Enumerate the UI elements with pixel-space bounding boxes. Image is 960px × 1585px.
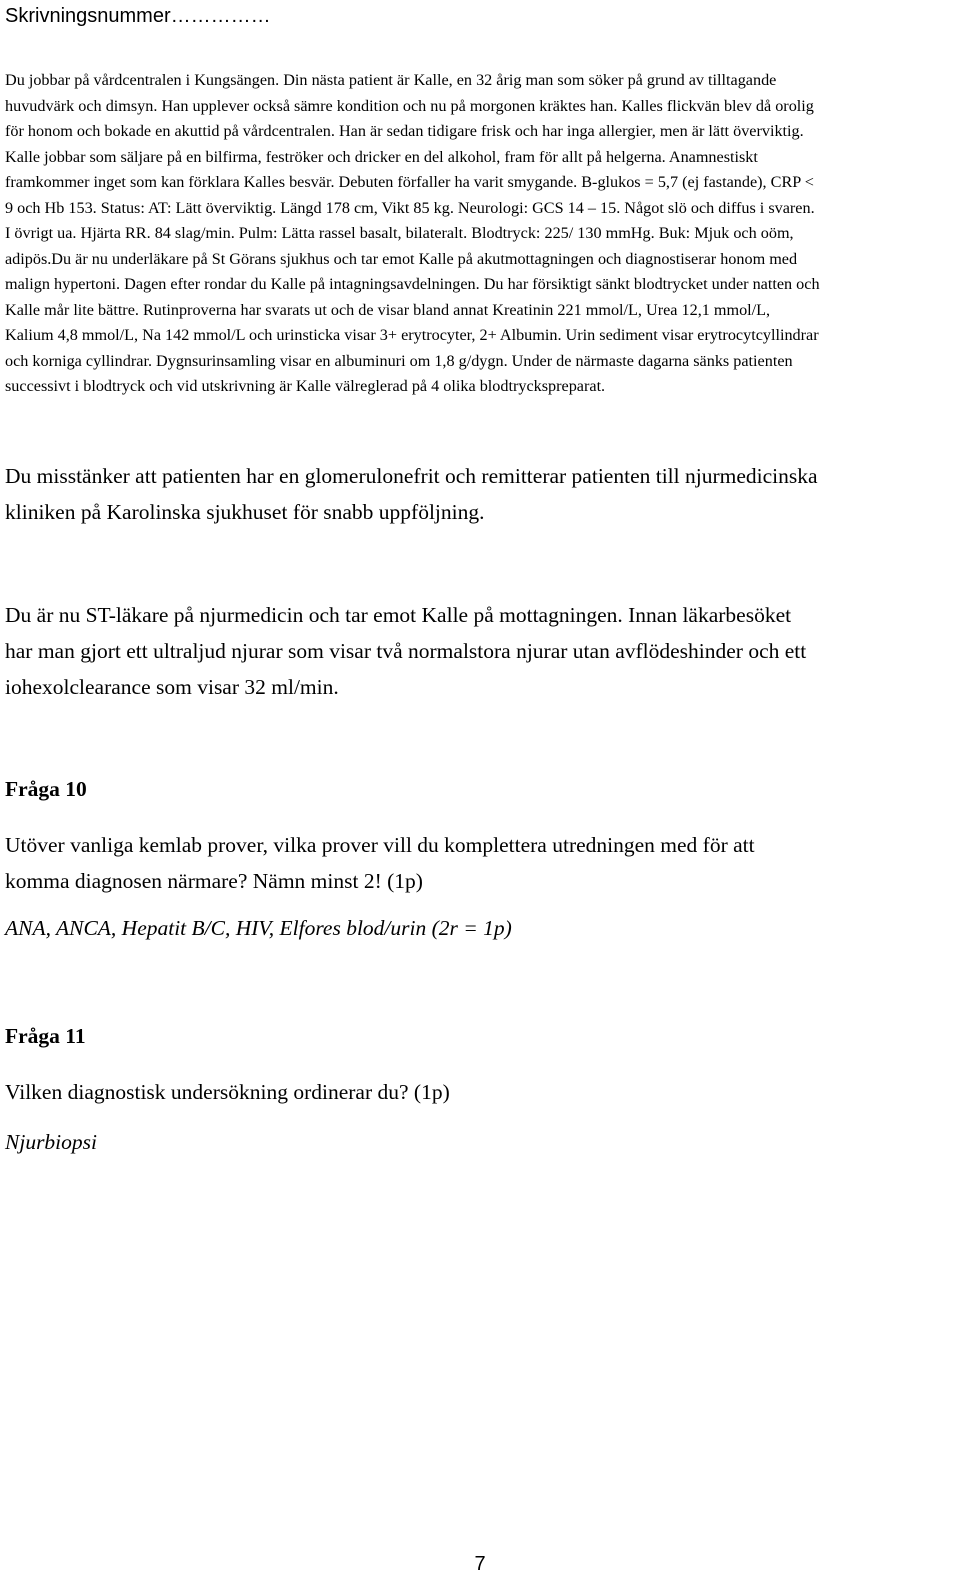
suspicion-paragraph — [5, 458, 950, 530]
suspicion-line: Du misstänker att patienten har en glomerulonefrit och remitterar patienten till njurmedicinska — [5, 464, 818, 488]
case-line: I övrigt ua. Hjärta RR. 84 slag/min. Pulm: Lätta rassel basalt, bilateralt. Blodtryck: 225/ 130 mmHg. Buk: Mjuk och oöm, — [5, 224, 794, 242]
case-line: adipös.Du är nu underläkare på St Görans sjukhus och tar emot Kalle på akutmottagningen och diagnostiserar honom med — [5, 249, 798, 268]
case-description — [5, 68, 950, 400]
case-line: för honom och bokade en akuttid på vårdcentralen. Han är sedan tidigare frisk och har inga allergier, men är lätt överviktig. — [5, 122, 804, 140]
case-line: Kalium 4,8 mmol/L, Na 142 mmol/L och urinsticka visar 3+ erytrocyter, 2+ Albumin. Urin sediment visar erytrocytcyllindrar — [5, 326, 819, 344]
question-11-line: Vilken diagnostisk undersökning ordinerar du? (1p) — [5, 1080, 450, 1104]
question-10-heading: Fråga 10 — [5, 777, 87, 801]
case-line: framkommer inget som kan förklara Kalles besvär. Debuten förfaller ha varit smygande. B-glukos = 5,7 (ej fastande), CRP < — [5, 173, 814, 191]
st-visit-line: har man gjort ett ultraljud njurar som visar två normalstora njurar utan avflödeshinder och ett — [5, 639, 807, 663]
suspicion-line: kliniken på Karolinska sjukhuset för snabb uppföljning. — [5, 500, 485, 524]
st-visit-paragraph — [5, 597, 950, 705]
st-visit-line: iohexolclearance som visar 32 ml/min. — [5, 675, 339, 699]
case-line: successivt i blodtryck och vid utskrivning är Kalle välreglerad på 4 olika blodtryckspreparat. — [5, 377, 606, 395]
question-10-text — [5, 827, 950, 899]
exam-number-field: Skrivningsnummer…………… — [5, 5, 271, 27]
question-11-heading: Fråga 11 — [5, 1024, 86, 1048]
case-line: Du jobbar på vårdcentralen i Kungsängen. Din nästa patient är Kalle, en 32 årig man som söker på grund av tilltagande — [5, 71, 777, 89]
case-line: Kalle jobbar som säljare på en bilfirma, feströker och dricker en del alkohol, fram för allt på helgerna. Anamnestiskt — [5, 147, 758, 166]
case-line: Kalle mår lite bättre. Rutinproverna har svarats ut och de visar bland annat Kreatinin 221 mmol/L, Urea 12,1 mmol/L, — [5, 300, 771, 319]
question-11-text — [5, 1074, 950, 1110]
st-visit-line: Du är nu ST-läkare på njurmedicin och tar emot Kalle på mottagningen. Innan läkarbesöket — [5, 603, 792, 627]
question-10-line: Utöver vanliga kemlab prover, vilka prover vill du komplettera utredningen med för att — [5, 833, 755, 857]
case-line: och korniga cyllindrar. Dygnsurinsamling visar en albuminuri om 1,8 g/dygn. Under de närmaste dagarna sänks patienten — [5, 351, 793, 370]
question-11-answer: Njurbiopsi — [5, 1130, 97, 1154]
page-number: 7 — [474, 1553, 486, 1575]
case-line: malign hypertoni. Dagen efter rondar du Kalle på intagningsavdelningen. Du har försiktigt sänkt blodtrycket under natten och — [5, 275, 820, 293]
question-10-answer: ANA, ANCA, Hepatit B/C, HIV, Elfores blod/urin (2r = 1p) — [5, 916, 512, 940]
case-line: 9 och Hb 153. Status: AT: Lätt överviktig. Längd 178 cm, Vikt 85 kg. Neurologi: GCS 14 – 15. Något slö och diffus i svaren. — [5, 198, 815, 217]
question-10-line: komma diagnosen närmare? Nämn minst 2! (1p) — [5, 869, 423, 893]
case-line: huvudvärk och dimsyn. Han upplever också sämre kondition och nu på morgonen kräktes han. Kalles flickvän blev då orolig — [5, 96, 814, 115]
